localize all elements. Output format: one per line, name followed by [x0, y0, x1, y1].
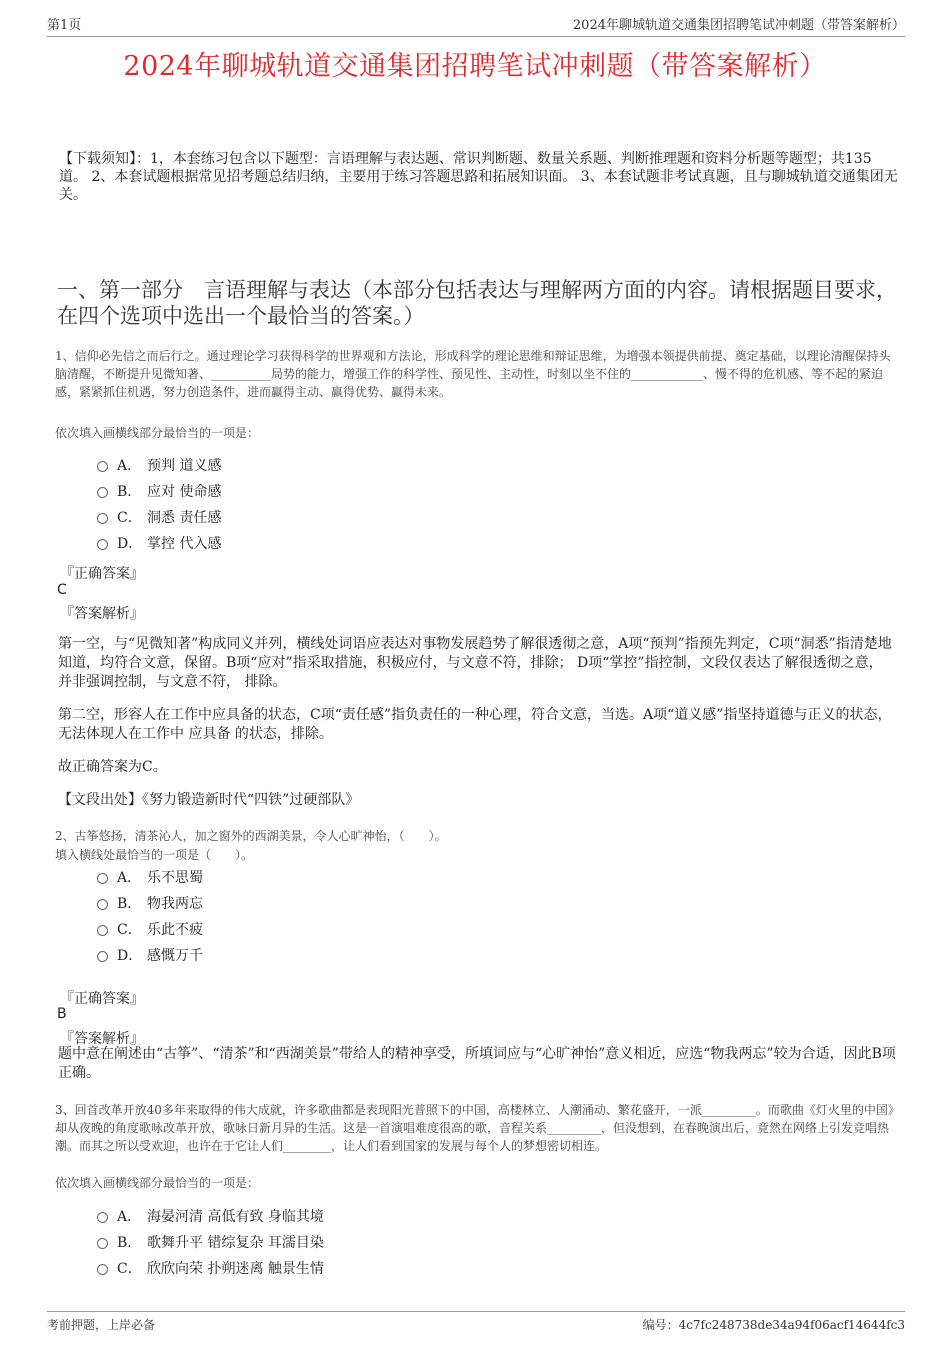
q3-option-b[interactable]: B． 歌舞升平 错综复杂 耳濡目染: [97, 1233, 324, 1253]
radio-icon[interactable]: [97, 873, 108, 884]
q1-correct-label: 『正确答案』: [60, 566, 144, 582]
question-1-text: 1、信仰必先信之而后行之。通过理论学习获得科学的世界观和方法论，形成科学的理论思维和辩证思维，为增强本领提供前提、奠定基础，以理论清醒保持头脑清醒，不断提升见微知著、__________局势的能力，增强工作的科学性、预见性、主动性，时刻以坐不住的____________、慢不得的危机感、等不起的紧迫感，紧紧抓住机遇，努力创造条件，进而赢得主动、赢得优势、赢得未来。: [55, 349, 891, 399]
q1-option-d[interactable]: D． 掌控 代入感: [97, 534, 221, 554]
header-doc-title: 2024年聊城轨道交通集团招聘笔试冲刺题（带答案解析）: [572, 18, 905, 33]
radio-icon[interactable]: [97, 951, 108, 962]
question-2-prompt: 填入横线处最恰当的一项是（ ）。: [55, 848, 254, 862]
footer-serial: 编号：4c7fc248738de34a94f06acf14644fc3: [642, 1318, 905, 1332]
q1-answer: C: [57, 582, 67, 598]
q1-analysis-label: 『答案解析』: [60, 606, 144, 622]
radio-icon[interactable]: [97, 1212, 108, 1223]
q1-analysis-1: 第一空，与“见微知著”构成同义并列，横线处词语应表达对事物发展趋势了解很透彻之意，A项“预判”指预先判定，C项“洞悉”指清楚地知道，均符合文意，保留。B项“应对”指采取措施，积极应付，与文意不符，排除； D项“掌控”指控制，文段仅表达了解很透彻之意，并非强调控制，与文意不符， 排除。: [58, 636, 892, 690]
radio-icon[interactable]: [97, 925, 108, 936]
footer-slogan: 考前押题，上岸必备: [47, 1318, 156, 1332]
q2-option-b[interactable]: B． 物我两忘: [97, 894, 203, 914]
q2-analysis: 题中意在阐述由“古筝”、“清茶”和“西湖美景”带给人的精神享受，所填词应与“心旷神怡”意义相近，应选“物我两忘”较为合适，因此B项正确。: [58, 1046, 896, 1081]
q2-option-c[interactable]: C． 乐此不疲: [97, 920, 203, 940]
radio-icon[interactable]: [97, 513, 108, 524]
radio-icon[interactable]: [97, 539, 108, 550]
radio-icon[interactable]: [97, 899, 108, 910]
page-number: 第1页: [47, 18, 82, 33]
q1-option-b[interactable]: B． 应对 使命感: [97, 482, 221, 502]
radio-icon[interactable]: [97, 1238, 108, 1249]
radio-icon[interactable]: [97, 1264, 108, 1275]
page-header: [47, 14, 905, 37]
q3-option-c[interactable]: C． 欣欣向荣 扑朔迷离 触景生情: [97, 1259, 324, 1279]
page-footer: [47, 1311, 905, 1333]
q3-option-a[interactable]: A． 海晏河清 高低有致 身临其境: [97, 1207, 324, 1227]
q1-analysis-2: 第二空，形容人在工作中应具备的状态，C项“责任感”指负责任的一种心理，符合文意，当选。A项“道义感”指坚持道德与正义的状态，无法体现人在工作中 应具备 的状态，排除。: [58, 707, 892, 742]
download-notice: 【下载须知】：1，本套练习包含以下题型：言语理解与表达题、常识判断题、数量关系题、判断推理题和资料分析题等题型；共135道。 2、本套试题根据常见招考题总结归纳，主要用于练习答题思路和拓展知识面。 3、本套试题非考试真题，且与聊城轨道交通集团无关。: [59, 151, 898, 203]
q2-answer: B: [57, 1006, 67, 1022]
q1-option-c[interactable]: C． 洞悉 责任感: [97, 508, 221, 528]
q2-correct-label: 『正确答案』: [60, 991, 144, 1007]
question-3-text: 3、回首改革开放40多年来取得的伟大成就，许多歌曲都是表现阳光普照下的中国，高楼林立、人潮涌动、繁花盛开，一派_________。而歌曲《灯火里的中国》却从夜晚的角度歌咏改革开放，歌咏日新月异的生活。这是一首演唱难度很高的歌，音程关系_________，但没想到，在春晚演出后，竟然在网络上引发竞唱热潮。而其之所以受欢迎，也许在于它让人们________，让人们看到国家的发展与每个人的梦想密切相连。: [55, 1103, 900, 1153]
q2-option-d[interactable]: D． 感慨万千: [97, 946, 203, 966]
q1-option-a[interactable]: A． 预判 道义感: [97, 456, 221, 476]
q1-source: 【文段出处】《努力锻造新时代“四铁”过硬部队》: [58, 792, 360, 808]
radio-icon[interactable]: [97, 461, 108, 472]
question-2-text: 2、古筝悠扬，清茶沁人，加之窗外的西湖美景，令人心旷神怡，（ ）。: [55, 829, 447, 843]
question-1-prompt: 依次填入画横线部分最恰当的一项是：: [55, 426, 260, 440]
q2-analysis-label: 『答案解析』: [60, 1031, 144, 1047]
section-heading: 一、第一部分 言语理解与表达（本部分包括表达与理解两方面的内容。请根据题目要求，在四个选项中选出一个最恰当的答案。）: [57, 278, 897, 328]
question-3-prompt: 依次填入画横线部分最恰当的一项是：: [55, 1176, 260, 1190]
page-title: 2024年聊城轨道交通集团招聘笔试冲刺题（带答案解析）: [123, 51, 827, 82]
radio-icon[interactable]: [97, 487, 108, 498]
q1-conclusion: 故正确答案为C。: [58, 759, 167, 775]
q2-option-a[interactable]: A． 乐不思蜀: [97, 868, 203, 888]
